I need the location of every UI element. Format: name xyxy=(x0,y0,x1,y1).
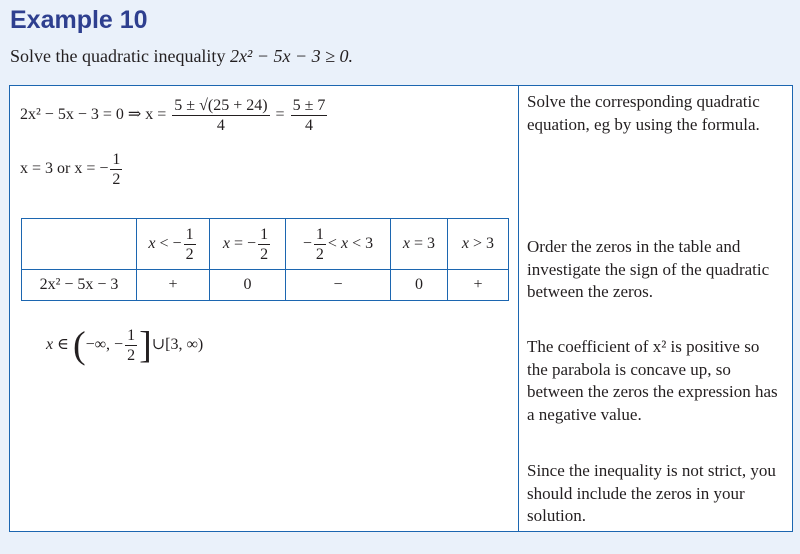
roots-text: x = 3 or x = − xyxy=(20,160,109,178)
solution-fraction xyxy=(125,326,137,365)
sign-table-row xyxy=(22,270,509,301)
open-paren: ( xyxy=(72,324,86,367)
root-numerator: 1 xyxy=(112,151,121,168)
eq1-equals: = xyxy=(275,106,285,124)
sign-cell: 0 xyxy=(210,270,286,301)
note-solve-equation: Solve the corresponding quadratic equation, eg by using the formula. xyxy=(527,92,760,134)
header-cell: x = 3 xyxy=(391,219,448,270)
sign-cell: 0 xyxy=(391,270,448,301)
simplified-numerator: 5 ± 7 xyxy=(292,97,326,114)
header-cell: x = − $\frac{1}{2}$ xyxy=(210,219,286,270)
root-fraction xyxy=(110,150,122,189)
solution-frac-den: 2 xyxy=(127,347,136,364)
note-coefficient: The coefficient of x² is positive so the parabola is concave up, so between the zeros the expression has a negative value. xyxy=(527,337,778,424)
solution-set xyxy=(46,326,203,365)
close-bracket: ] xyxy=(139,324,152,367)
note-order-zeros: Order the zeros in the table and investigate the sign of the quadratic between the zeros. xyxy=(527,237,770,301)
interval-1: −∞, − xyxy=(85,336,124,354)
header-cell: − $\frac{1}{2}$ < x < 3 xyxy=(286,219,391,270)
example-title: Example 10 xyxy=(10,6,148,34)
quadratic-formula-step xyxy=(20,96,329,135)
root-denominator: 2 xyxy=(112,171,121,188)
header-empty-cell xyxy=(22,219,137,270)
formula-numerator: 5 ± √(25 + 24) xyxy=(174,97,268,114)
problem-text: Solve the quadratic inequality xyxy=(10,46,230,66)
roots-line xyxy=(20,150,124,189)
sign-cell: + xyxy=(448,270,509,301)
column-divider xyxy=(518,85,519,532)
formula-fraction xyxy=(172,96,269,135)
formula-denominator: 4 xyxy=(216,117,225,134)
sign-table xyxy=(21,218,509,301)
header-cell: x < − $\frac{1}{2}$ xyxy=(137,219,210,270)
problem-inequality: 2x² − 5x − 3 ≥ 0. xyxy=(229,46,353,66)
sign-cell: + xyxy=(137,270,210,301)
row-label: 2x² − 5x − 3 xyxy=(22,270,137,301)
simplified-denominator: 4 xyxy=(304,117,313,134)
union-symbol: ∪ xyxy=(151,336,166,354)
interval-2: [3, ∞) xyxy=(165,336,204,354)
solution-frac-num: 1 xyxy=(127,327,136,344)
sign-cell: − xyxy=(286,270,391,301)
problem-statement xyxy=(10,46,353,67)
header-cell: x > 3 xyxy=(448,219,509,270)
sign-table-header xyxy=(22,219,509,270)
eq1-lhs: 2x² − 5x − 3 = 0 ⇒ x = xyxy=(20,106,167,124)
simplified-fraction xyxy=(291,96,328,135)
note-include-zeros: Since the inequality is not strict, you should include the zeros in your solution. xyxy=(527,461,776,525)
solution-prefix: x ∈ xyxy=(46,336,69,354)
